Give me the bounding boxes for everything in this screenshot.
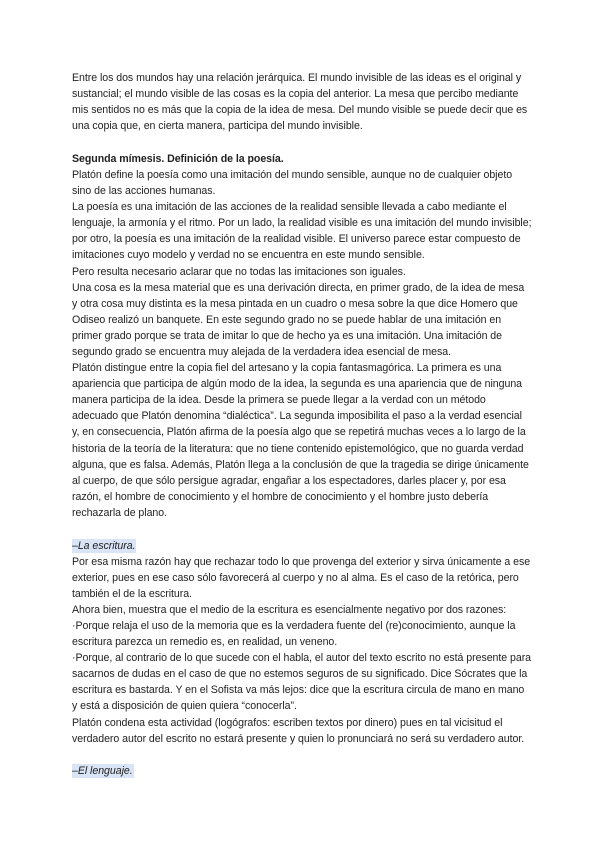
section-heading-segunda-mimesis: Segunda mímesis. Definición de la poesía. [72, 152, 284, 165]
section2-bullet-paragraph: ·Porque, al contrario de lo que sucede con el habla, el autor del texto escrito no está presente para sacarnos de dudas en el caso de que no estemos seguros de su significado. Dice Sócrates que la escritura es bastarda. Y en el Sofista va más lejos: dice que la escritura circula de mano en mano y está a disposición de quien quiera “conocerla”. [72, 652, 532, 713]
section1-paragraph: Una cosa es la mesa material que es una derivación directa, en primer grado, de la idea de mesa y otra cosa muy distinta es la mesa pintada en un cuadro o mesa sobre la que dice Homero que Odiseo realizó un banquete. En este segundo grado no se puede hablar de una imitación en primer grado porque se trata de imitar lo que de hecho ya es una imitación. Una imitación de segundo grado se encuentra muy alejada de la verdadera idea esencial de mesa. [72, 281, 525, 358]
section1-paragraph: Platón define la poesía como una imitación del mundo sensible, aunque no de cualquier objeto sino de las acciones humanas. [72, 168, 513, 198]
section1-paragraph: Pero resulta necesario aclarar que no todas las imitaciones son iguales. [72, 265, 406, 278]
section1-paragraph: Platón distingue entre la copia fiel del artesano y la copia fantasmagórica. La primera es una apariencia que participa de algún modo de la idea, la segunda es una apariencia que de ninguna manera participa de la idea. Desde la primera se puede llegar a la verdad con un método adecuado que Platón denomina “dialéctica”. La segunda imposibilita el paso a la verdad esencial y, en consecuencia, Platón afirma de la poesía algo que se repetirá muchas veces a lo largo de la historia de la teoría de la literatura: que no tiene contenido epistemológico, que no guarda verdad alguna, que es falsa. Además, Platón llega a la conclusión de que la tragedia se dirige únicamente al cuerpo, de que sólo persigue agradar, engañar a los espectadores, darles placer y, por esa razón, el hombre de conocimiento y el hombre de conocimiento y el hombre justo debería rechazarla de plano. [72, 362, 529, 519]
paragraph-gap [72, 521, 532, 538]
section1-paragraph: La poesía es una imitación de las acciones de la realidad sensible llevada a cabo mediante el lenguaje, la armonía y el ritmo. Por un lado, la realidad visible es una imitación del mundo invisible; por otro, la poesía es una imitación de la realidad visible. El universo parece estar compuesto de imitaciones cuyo modelo y verdad no se encuentra en este mundo sensible. [72, 201, 532, 262]
section2-paragraph: Ahora bien, muestra que el medio de la escritura es esencialmente negativo por dos razones: [72, 603, 507, 616]
section2-bullet-paragraph: ·Porque relaja el uso de la memoria que es la verdadera fuente del (re)conocimiento, aunque la escritura parezca un remedio es, en realidad, un veneno. [72, 620, 516, 649]
paragraph-gap [72, 747, 532, 764]
section-heading-el-lenguaje-line [72, 763, 532, 779]
section2-paragraph: Por esa misma razón hay que rechazar todo lo que provenga del exterior y sirva únicamente a ese exterior, pues en ese caso sólo favorecerá al cuerpo y no al alma. Es el caso de la retórica, pero también el de la escritura. [72, 555, 531, 600]
section-heading-la-escritura-line [72, 538, 532, 554]
intro-paragraph: Entre los dos mundos hay una relación jerárquica. El mundo invisible de las ideas es el original y sustancial; el mundo visible de las cosas es la copia del anterior. La mesa que percibo mediante mis sentidos no es más que la copia de la idea de mesa. Del mundo visible se puede decir que es una copia que, en cierta manera, participa del mundo invisible. [72, 72, 528, 133]
section-heading-el-lenguaje: –El lenguaje. [72, 765, 133, 778]
section2-paragraph: Platón condena esta actividad (logógrafos: escriben textos por dinero) pues en tal vicisitud el verdadero autor del escrito no estará presente y quien lo pronunciará no será su verdadero autor. [72, 716, 525, 745]
section-heading-la-escritura: –La escritura. [72, 539, 136, 552]
paragraph-gap [72, 134, 532, 151]
document-body [72, 70, 532, 779]
